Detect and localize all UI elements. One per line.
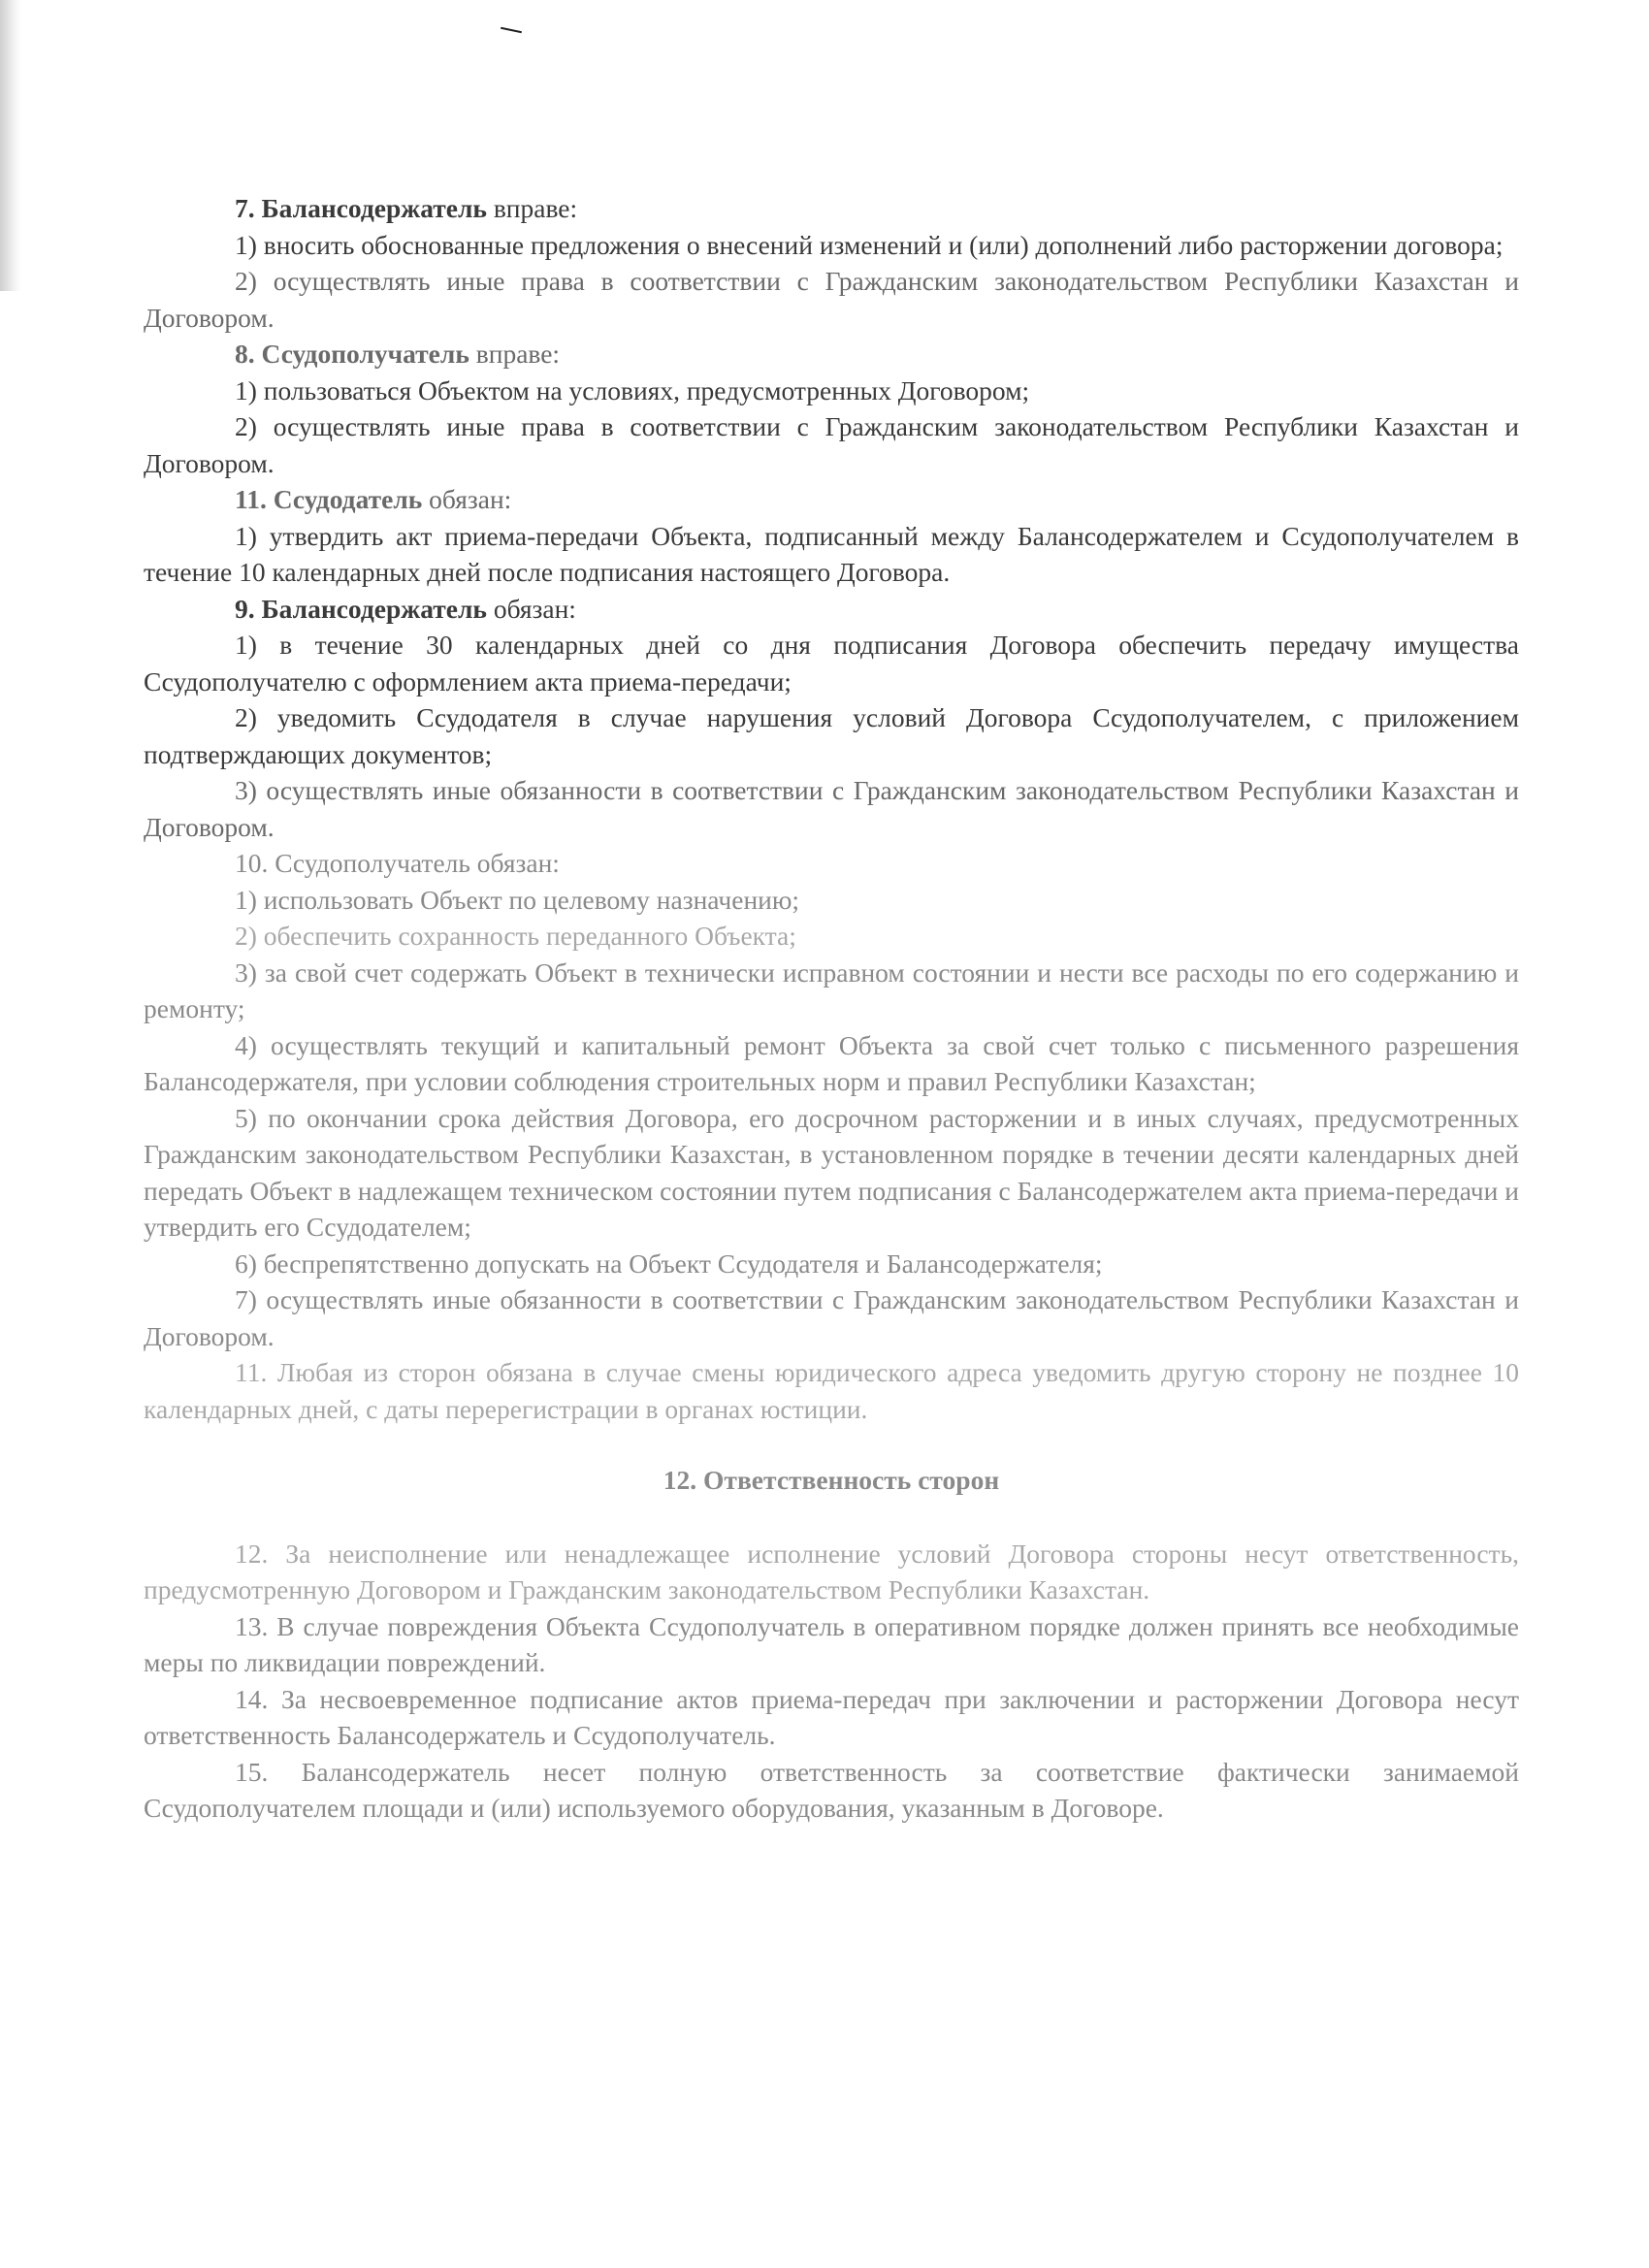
- clause-10-item-2: 2) обеспечить сохранность переданного Объекта;: [235, 921, 796, 951]
- clause-7-item-1: 1) вносить обоснованные предложения о внесений изменений и (или) дополнений либо расторжении договора;: [235, 229, 1504, 260]
- clause-7-item-2: 2) осуществлять иные права в соответствии с Гражданским законодательством Республики Казахстан и Договором.: [144, 266, 1519, 333]
- clause-10-heading: 10. Ссудополучатель обязан:: [235, 848, 560, 878]
- clause-15: 15. Балансодержатель несет полную ответственность за соответствие фактически занимаемой Ссудополучателем площади и (или) используемого оборудования, указанным в Договоре.: [144, 1756, 1519, 1823]
- clause-8-item-2: 2) осуществлять иные права в соответствии с Гражданским законодательством Республики Казахстан и Договором.: [144, 411, 1519, 478]
- clause-10-item-7: 7) осуществлять иные обязанности в соответствии с Гражданским законодательством Республики Казахстан и Договором.: [144, 1284, 1519, 1351]
- clause-11-lender-item-1: 1) утвердить акт приема-передачи Объекта, подписанный между Балансодержателем и Ссудополучателем в течение 10 календарных дней после подписания настоящего Договора.: [144, 520, 1519, 587]
- section-heading-liability: 12. Ответственность сторон: [663, 1465, 1000, 1495]
- clause-14: 14. За несвоевременное подписание актов приема-передач при заключении и расторжении Договора несут ответственность Балансодержатель и Ссудополучатель.: [144, 1683, 1519, 1750]
- clause-9-item-2: 2) уведомить Ссудодателя в случае нарушения условий Договора Ссудополучателем, с приложением подтверждающих документов;: [144, 702, 1519, 769]
- scan-mark: [501, 27, 522, 34]
- clause-8-heading: 8. Ссудополучатель вправе:: [235, 339, 561, 369]
- scan-edge-shadow: [0, 0, 21, 291]
- clause-10-item-6: 6) беспрепятственно допускать на Объект Ссудодателя и Балансодержателя;: [235, 1247, 1103, 1279]
- clause-10-item-5: 5) по окончании срока действия Договора, его досрочном расторжении и в иных случаях, предусмотренных Гражданским законодательством Республики Казахстан, в установленном порядке в течении десяти календарных дней передать Объект в надлежащем техническом состоянии путем подписания с Балансодержателем акта приема-передачи и утвердить его Ссудодателем;: [144, 1102, 1519, 1242]
- clause-7-heading: 7. Балансодержатель вправе:: [235, 193, 578, 223]
- clause-9-item-1: 1) в течение 30 календарных дней со дня подписания Договора обеспечить передачу имущества Ссудополучателю с оформлением акта приема-передачи;: [144, 630, 1519, 697]
- document-page: [144, 190, 1519, 1827]
- clause-8-item-1: 1) пользоваться Объектом на условиях, предусмотренных Договором;: [235, 374, 1030, 405]
- clause-12: 12. За неисполнение или ненадлежащее исполнение условий Договора стороны несут ответственность, предусмотренную Договором и Гражданским законодательством Республики Казахстан.: [144, 1538, 1519, 1604]
- clause-13: 13. В случае повреждения Объекта Ссудополучатель в оперативном порядке должен принять все необходимые меры по ликвидации повреждений.: [144, 1610, 1519, 1677]
- clause-10-item-3: 3) за свой счет содержать Объект в технически исправном состоянии и нести все расходы по его содержанию и ремонту;: [144, 956, 1519, 1023]
- clause-11-address-change: 11. Любая из сторон обязана в случае смены юридического адреса уведомить другую сторону не позднее 10 календарных дней, с даты перерегистрации в органах юстиции.: [144, 1357, 1519, 1424]
- clause-9-item-3: 3) осуществлять иные обязанности в соответствии с Гражданским законодательством Республики Казахстан и Договором.: [144, 775, 1519, 842]
- clause-10-item-4: 4) осуществлять текущий и капитальный ремонт Объекта за свой счет только с письменного разрешения Балансодержателя, при условии соблюдения строительных норм и правил Республики Казахстан;: [144, 1029, 1519, 1096]
- clause-10-item-1: 1) использовать Объект по целевому назначению;: [235, 884, 800, 915]
- clause-9-heading: 9. Балансодержатель обязан:: [235, 593, 576, 624]
- clause-11-lender-heading: 11. Ссудодатель обязан:: [235, 484, 512, 514]
